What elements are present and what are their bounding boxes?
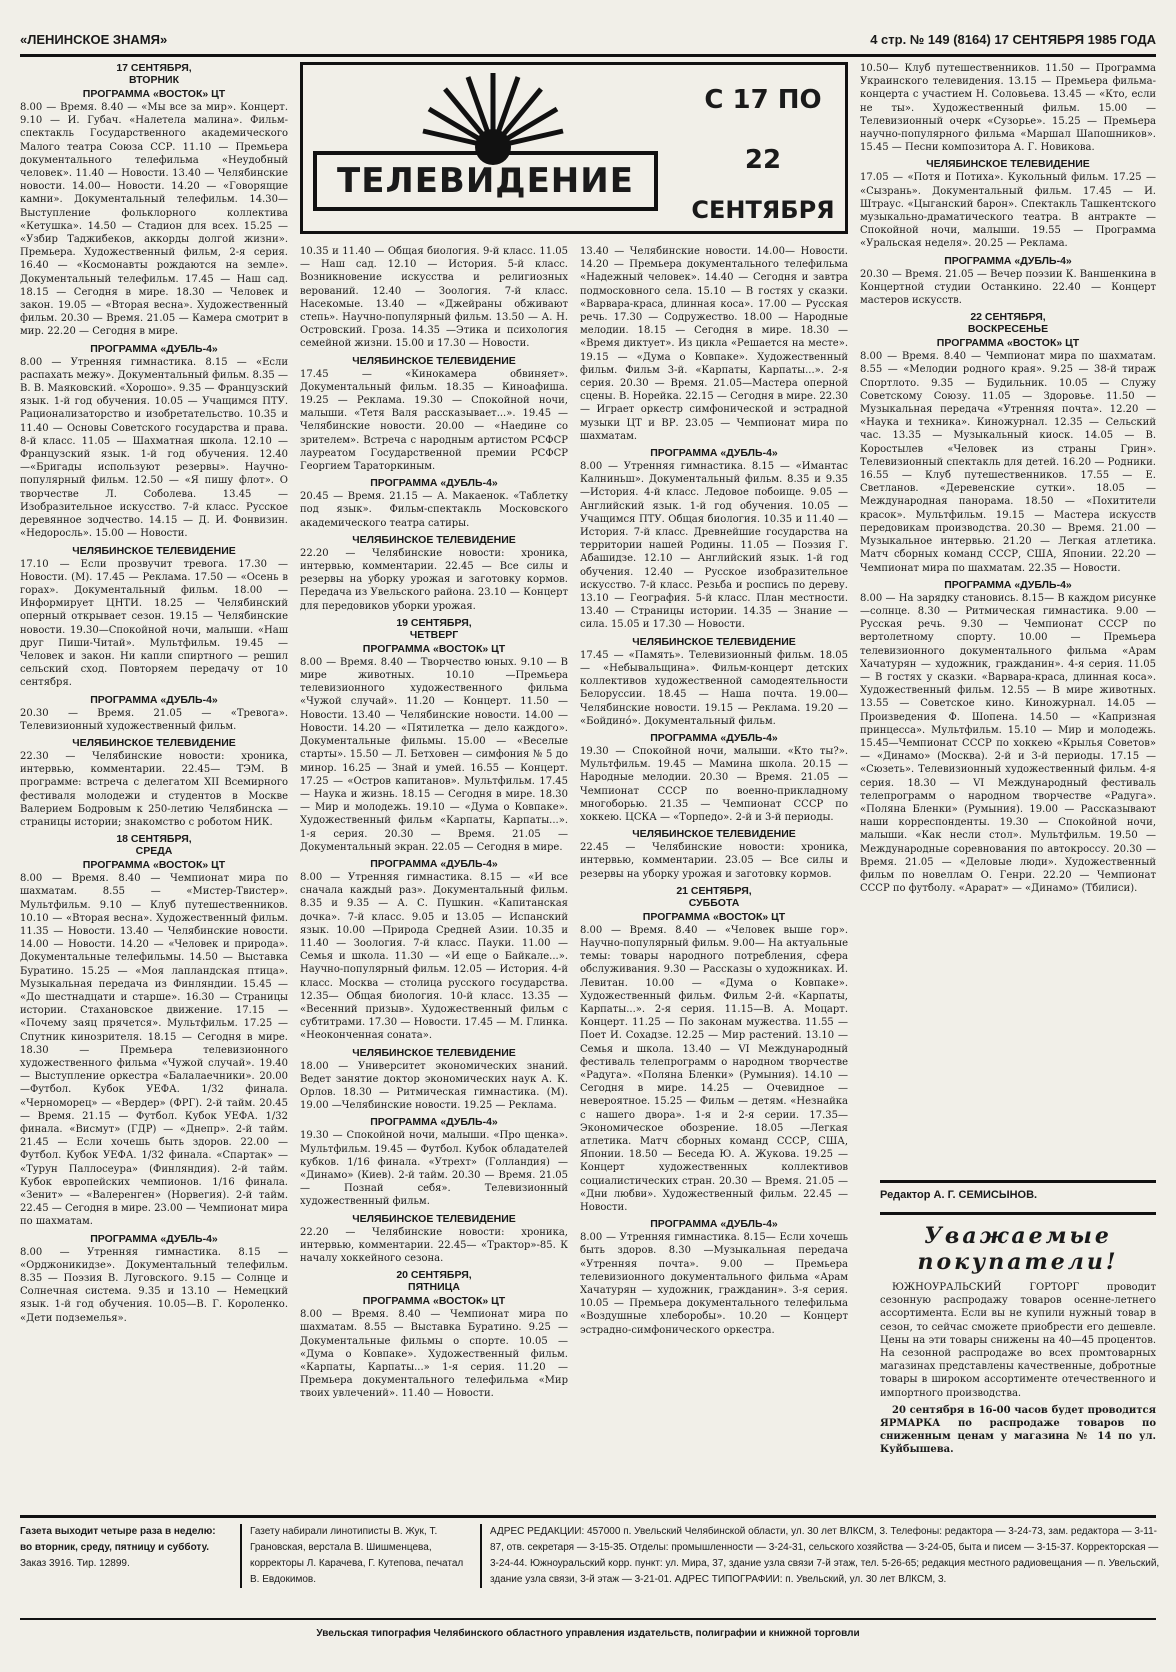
schedule-section [300,858,568,1043]
day-heading: 19 СЕНТЯБРЯ, [396,616,472,629]
program-listing: 8.00 — Утренняя гимнастика. 8.15— Если хочешь быть здоров. 8.30 —Музыкальная передача «Утренняя почта». 9.00 — Премьера телевизионного документального фильма «Арам Хачатурян — художник, гражданин». 3-я серия. 10.05 — Премьера документального телефильма «Воздушные хлеборобы». 10.20 — Концерт эстрадно-симфонического оркестра. [580,1232,848,1336]
program-listing: 8.00 — Время. 8.40 — Чемпионат мира по шахматам. 8.55 — «Мелодии родного края». 9.25 — 38-й тираж Спортлото. 9.35 — Будильник. 10.05 — Служу Советскому Союзу. 11.05 — Здоровье. 11.50 — Музыкальная передача «Утренняя почта». 12.20 — «Наука и техника». Киножурнал. 12.35 — Сельский час. 13.35 — Музыкальный киоск. 14.05 — В. Коростылев «Человек из страны Грин». Телевизионный спектакль для детей. 16.20 — Родники. 16.55 — Клуб путешественников. 17.55 — Е. Светланов. «Деревенские сутки». 18.05 — Международная панорама. 18.50 — «Похитители красок». Мультфильм. 19.15 — Мастера искусств передовикам производства. 20.30 — Время. 21.00 — Музыкальное интервью. 21.20 — Легкая атлетика. Матч сборных команд СССР, США, Японии. 22.20 — Чемпионат мира по шахматам. 22.35 — Новости. [860,351,1156,574]
schedule-section [860,311,1156,574]
schedule-section [860,158,1156,250]
sunburst-icon [423,69,563,149]
page-header [20,28,1156,57]
program-heading: ПРОГРАММА «ДУБЛЬ-4» [650,731,778,744]
program-heading: ПРОГРАММА «ДУБЛЬ-4» [370,857,498,870]
schedule-section [20,833,288,1228]
day-heading: 20 СЕНТЯБРЯ, [396,1269,472,1282]
schedule-section [300,355,568,474]
program-heading: ПРОГРАММА «ВОСТОК» ЦТ [82,859,226,872]
schedule-section [300,1213,568,1266]
weekday-heading: ЧЕТВЕРГ [409,628,459,641]
program-heading: ПРОГРАММА «ДУБЛЬ-4» [944,254,1072,267]
column-3 [580,245,848,1508]
ad-body [880,1281,1156,1457]
program-listing: 13.40 — Челябинские новости. 14.00— Новости. 14.20 — Премьера документального телефильма «Надежный человек». 14.40 — Сегодня и завтра подмосковного села. 15.10 — В гостях у сказки. «Варвара-краса, длинная коса». 17.00 — Русская речь. 17.30 — Содружество. 18.00 — Народные мелодии. 18.15 — Сегодня в мире. 18.30 — «Время диктует». Из цикла «Решается на месте». 19.15 — «Дума о Ковпаке». Художественный фильм. Фильм 3-й. «Карпаты, Карпаты...». 2-я серия. 20.30 — Время. 21.05—Мастера оперной сцены. В. Норейка. 22.15 — Сегодня в мире. 22.30 — Играет оркестр симфонической и эстрадной музыки ЦТ и ВР. 23.05 — Чемпионат мира по шахматам. [580,246,848,442]
publication-schedule [20,1524,220,1572]
schedule-section [860,62,1156,154]
schedule-section [300,1269,568,1400]
program-heading: ЧЕЛЯБИНСКОЕ ТЕЛЕВИДЕНИЕ [926,158,1090,171]
program-heading: ПРОГРАММА «ДУБЛЬ-4» [650,1218,778,1231]
program-listing: 22.45 — Челябинские новости: хроника, интервью, комментарии. 23.05 — Все силы и резервы на уборку урожая и заготовку кормов. [580,842,848,880]
schedule-section [300,534,568,613]
program-listing: 20.45 — Время. 21.15 — А. Макаенок. «Таблетку под язык». Фильм-спектакль Московского академического театра сатиры. [300,491,568,529]
schedule-section [300,1047,568,1113]
program-listing: 20.30 — Время. 21.05 — Вечер поэзии К. Ваншенкина в Концертной студии Останкино. 22.40 — Концерт мастеров искусств. [860,268,1157,307]
program-listing: 17.45 — «Кинокамера обвиняет». Документальный фильм. 18.35 — Киноафиша. 19.25 — Реклама. 19.30 — Спокойной ночи, малыши. «Тетя Валя рассказывает...». 19.45 — Челябинские новости. 20.00 — «Наедине со зрителем». Встреча с народным артистом РСФСР лауреатом Государственной премии РСФСР Георгием Тараторкиным. [300,368,568,473]
program-listing: 10.50— Клуб путешественников. 11.50 — Программа Украинского телевидения. 13.15 — Премьера фильма-концерта с участием Н. Соловьева. 13.45 — «Кто, если не ты». Художественный фильм. 15.00 — Телевизионный очерк «Сузорье». 15.25 — Премьера научно-популярного фильма «Маршал Шапошников». 15.45 — Песни композитора А. Г. Новикова. [860,63,1156,154]
ad-paragraph: 20 сентября в 16-00 часов будет проводится ЯРМАРКА по распродаже товаров по сниженным ценам у магазина № 14 по ул. Куйбышева. [880,1404,1156,1456]
program-heading: ПРОГРАММА «ВОСТОК» ЦТ [936,337,1080,350]
program-listing: 8.00 — Время. 8.40 — Чемпионат мира по шахматам. 8.55 — Выставка Буратино. 9.25 — Документальные фильмы о спорте. 10.05 — «Дума о Ковпаке». Художественный фильм. «Карпаты, Карпаты...» 1-я серия. 11.20 — Премьера документального телефильма «Мир твоих увлечений». 11.40 — Новости. [300,1309,568,1400]
editor-credit: Редактор А. Г. СЕМИСЫНОВ. [880,1180,1156,1201]
weekday-heading: СРЕДА [135,845,173,858]
program-listing: 8.00 — Утренняя гимнастика. 8.15 — «Орджоникидзе». Документальный телефильм. 8.35 — Поэзия В. Луговского. 9.15 — Солнце и Солнечная система. 9.35 и 13.10 — Немецкий язык. 1-й год обучения. 10.05—В. Г. Короленко. «Дети подземелья». [20,1246,288,1324]
schedule-section [20,62,288,339]
day-heading: 22 СЕНТЯБРЯ, [970,311,1046,324]
banner-dates-line2: СЕНТЯБРЯ [691,196,835,224]
issue-info: 4 стр. № 149 (8164) 17 СЕНТЯБРЯ 1985 ГОДА [870,32,1156,47]
imprint [20,1515,1160,1620]
program-listing: 8.00 — Утренняя гимнастика. 8.15 — «Если распахать межу». Документальный фильм. 8.35 — В. В. Маяковский. «Хорошо». 9.35 — Французский язык. 1-й год обучения. 10.05 — Учащимся ПТУ. Рационализаторство и изобретательство. 10.35 и 11.40 — Основы Советского государства и права. 8-й класс. 11.05 — Шахматная школа. 12.10 — Французский язык. 1-й год обучения. 12.40—«Бригады используют резервы». Научно-популярный фильм. 12.50 — «Я пишу флот». О творчестве Л. Соболева. 13.45 — Изобразительное искусство. 7-й класс. Русское деревянное зодчество. 14.15 — Д. И. Фонвизин. «Недоросль». 15.00 — Новости. [20,356,288,540]
program-heading: ПРОГРАММА «ДУБЛЬ-4» [650,447,778,460]
program-listing: 17.05 — «Потя и Потиха». Кукольный фильм. 17.25 — «Сызрань». Документальный фильм. 17.45 — И. Штраус. «Цыганский барон». Спектакль Ташкентского музыкально-драматического театра. В антракте — Спокойной ночи, малыши. 19.55 — Программа «Уральская неделя». 20.25 — Реклама. [860,172,1156,250]
program-listing: 20.30 — Время. 21.05 — «Тревога». Телевизионный художественный фильм. [20,707,288,732]
weekday-heading: ПЯТНИЦА [408,1281,460,1294]
order-info: Заказ 3916. Тир. 12899. [20,1558,130,1569]
program-listing: 8.00 — Время. 8.40 — «Мы все за мир». Концерт. 9.10 — И. Губач. «Налетела малина». Фильм-спектакль Государственного академического Малого театра Союза ССР. 11.10 — Премьера документального телефильма «Неудобный человек». 11.40 — Новости. 13.40 — Челябинские новости. 14.00— Новости. 14.20 — «Говорящие камни». Документальный телефильм. 14.30— Выступление фольклорного коллектива «Кетушка». 14.50 — Стадион для всех. 15.25 — «Узбир Таджибеков, аккорды долгой жизни». Премьера. Художественный фильм, 2-я серия. 16.40 — «Космонавты рождаются на земле». Документальный телефильм. 17.45 — Наш сад. 18.15 — Сегодня в мире. 18.30 — Человек и закон. 19.05 — «Вторая весна». Художественный фильм. 20.30 — Время. 21.05 — Камера смотрит в мир. 22.20 — Сегодня в мире. [20,102,288,338]
ad-title [880,1223,1156,1275]
program-listing: 22.20 — Челябинские новости: хроника, интервью, комментарии. 22.45 — Все силы и резервы на уборку урожая и заготовку кормов. Передача из Увельского района. 23.10 — Концерт для передовиков уборки урожая. [300,547,568,612]
program-heading: ЧЕЛЯБИНСКОЕ ТЕЛЕВИДЕНИЕ [352,1212,516,1225]
program-heading: ПРОГРАММА «ДУБЛЬ-4» [90,342,218,355]
program-listing: 17.10 — Если прозвучит тревога. 17.30 — Новости. (М). 17.45 — Реклама. 17.50 — «Осень в горах». Документальный фильм. 18.00 — Информирует ЦНТИ. 18.25 — Челябинский оперный открывает сезон. 19.15 — Челябинские новости. 19.30—Спокойной ночи, малыши. «Наш друг Пиши-Читай». Мультфильм. 19.45 — Человек и закон. Ни капли спиртного — решил сельский сход. Повторяем передачу от 10 сентября. [20,558,288,689]
program-heading: ЧЕЛЯБИНСКОЕ ТЕЛЕВИДЕНИЕ [72,544,236,557]
program-heading: ЧЕЛЯБИНСКОЕ ТЕЛЕВИДЕНИЕ [352,1046,516,1059]
program-heading: ПРОГРАММА «ДУБЛЬ-4» [90,1232,218,1245]
schedule-section [580,636,848,728]
schedule-section [300,617,568,854]
program-heading: ПРОГРАММА «ДУБЛЬ-4» [370,1116,498,1129]
schedule-section [20,737,288,829]
schedule-section [580,732,848,824]
schedule-section [860,255,1156,308]
program-heading: ЧЕЛЯБИНСКОЕ ТЕЛЕВИДЕНИЕ [632,828,796,841]
program-heading: ЧЕЛЯБИНСКОЕ ТЕЛЕВИДЕНИЕ [352,354,516,367]
schedule-section [300,245,568,351]
schedule-section [20,1233,288,1325]
program-listing: 8.00 — На зарядку становись. 8.15— В каждом рисунке—солнце. 8.30 — Ритмическая гимнастика. 9.00 — Русская речь. 9.30 — Чемпионат СССР по вертолетному спорту. 10.00 — Премьера телевизионного документального фильма «Арам Хачатурян — художник, гражданин». 4-я серия. 11.05 — В гостях у сказки. «Варвара-краса, длинная коса». Художественный фильм. 12.55 — В мире животных. 13.55 — Советское кино. Киножурнал. 14.05 — Произведения Ф. Шопена. 14.50 — «Капризная принцесса». Мультфильм. 15.10 — Мир и молодежь. 15.45—Чемпионат СССР по хоккею «Крылья Советов» — «Динамо» (Москва). 2-й и 3-й периоды. 17.15 — «Сюзеть». Телевизионный художественный фильм. 4-я серия. 18.30 — VI Международный фестиваль телепрограмм о народном творчестве «Радуга». «Поляна Бленки» (Румыния). 19.00 — Рассказывают наши корреспонденты. 19.30 — Спокойной ночи, малыши. «Как несли стол». Мультфильм. 19.50 — Международные соревнования по автокроссу. 20.30 — Время. 21.05 — «Деловые люди». Художественный фильм по новеллам О. Генри. 22.20 — Чемпионат СССР по футболу. «Арарат» — «Динамо» (Тбилиси). [860,592,1156,895]
program-heading: ПРОГРАММА «ДУБЛЬ-4» [90,693,218,706]
column-2 [300,245,568,1508]
weekday-heading: ВТОРНИК [128,74,180,86]
program-listing: 18.00 — Университет экономических знаний. Ведет занятие доктор экономических наук А. К. Орлов. 18.30 — Ритмическая гимнастика. (М). 19.00 —Челябинские новости. 19.25 — Реклама. [300,1060,568,1112]
schedule-section [20,343,288,541]
column-4 [860,62,1157,895]
editorial-address: АДРЕС РЕДАКЦИИ: 457000 п. Увельский Челябинской области, ул. 30 лет ВЛКСМ, 3. Телефоны: редактора — 3-24-73, зам. редактора — 3-11-87, отв. секретаря — 3-15-35. Отделы: промышленности — 3-24-31, сельского хозяйства — 3-24-05, быта и писем — 3-15-37. Корректорская — 3-24-44. Южноуральский корр. пункт: ул. Мира, 37, здание узла связи 7-й этаж, тел. 5-26-65; редакция местного радиовещания — п. Увельский, здание узла связи, 3-й этаж — 3-21-01. АДРЕС ТИПОГРАФИИ: п. Увельский, ул. 30 лет ВЛКСМ, 3. [480,1524,1166,1588]
day-heading: 21 СЕНТЯБРЯ, [676,884,752,897]
schedule-section [580,828,848,881]
ad-title-line2: покупатели! [917,1249,1119,1275]
schedule-section [20,694,288,733]
program-heading: ПРОГРАММА «ВОСТОК» ЦТ [642,910,786,923]
column-1 [20,62,288,1508]
program-listing: 19.30 — Спокойной ночи, малыши. «Про щенка». Мультфильм. 19.45 — Футбол. Кубок обладателей кубков. 1/16 финала. «Утрехт» (Голландия) — «Динамо» (Киев). 2-й тайм. 20.30 — Время. 21.05 — Познай себя». Телевизионный художественный фильм. [300,1130,568,1208]
program-heading: ПРОГРАММА «ДУБЛЬ-4» [944,578,1072,591]
newspaper-name: «ЛЕНИНСКОЕ ЗНАМЯ» [20,32,168,47]
program-heading: ЧЕЛЯБИНСКОЕ ТЕЛЕВИДЕНИЕ [352,533,516,546]
program-listing: 10.35 и 11.40 — Общая биология. 9-й класс. 11.05 — Наш сад. 12.10 — История. 5-й класс. Возникновение искусства и религиозных верований. 12.40 — Зоология. 7-й класс. Насекомые. 13.40 — «Джейраны обживают степь». Научно-популярный фильм. 13.50 — А. Н. Островский. Гроза. 14.35 —Этика и психология семейной жизни. 15.00 и 17.30 — Новости. [300,246,568,350]
program-heading: ПРОГРАММА «ВОСТОК» ЦТ [82,88,226,100]
program-heading: ЧЕЛЯБИНСКОЕ ТЕЛЕВИДЕНИЕ [72,736,236,749]
weekday-heading: ВОСКРЕСЕНЬЕ [967,323,1049,336]
schedule-section [580,447,848,632]
program-listing: 8.00 — Время. 8.40 — «Человек выше гор». Научно-популярный фильм. 9.00— На актуальные темы: товары народного потребления, сфера обслуживания. 9.30 — Рассказы о художниках. И. Левитан. 10.00 — «Дума о Ковпаке». Художественный фильм. Фильм 2-й. «Карпаты, Карпаты...». 2-я серия. 11.15—В. А. Моцарт. Концерт. 11.25 — По законам мужества. 11.55 — Поет И. Сохадзе. 12.25 — Мир растений. 13.10 — Семья и школа. 13.40 — VI Международный фестиваль телепрограмм о народном творчестве «Радуга». «Поляна Бленки» (Румыния). 14.10 — Сегодня в мире. 14.25 — Очевидное — невероятное. 15.25 — Фильм — детям. «Незнайка с нашего двора». 1-я и 2-я серии. 17.35— Экономическое обозрение. 18.05 —Легкая атлетика. Матч сборных команд СССР, США, Японии. 18.50 — Беседа Ю. А. Жукова. 19.25 — Концерт художественных коллективов социалистических стран. 20.30 — Время. 21.05 — «Дни любви». Художественный фильм. 22.45 — Новости. [580,924,848,1213]
banner-title: ТЕЛЕВИДЕНИЕ [313,151,658,211]
program-heading: ПРОГРАММА «ВОСТОК» ЦТ [362,642,506,655]
banner-dates-line1: С 17 ПО 22 [704,85,822,175]
print-house: Увельская типография Челябинского областного управления издательств, полиграфии и книжной торговли [316,1628,860,1639]
schedule-section [580,245,848,443]
program-listing: 19.30 — Спокойной ночи, малыши. «Кто ты?». Мультфильм. 19.45 — Мамина школа. 20.15 — Народные мелодии. 20.30 — Время. 21.05 — Чемпионат СССР по военно-прикладному многоборью. 21.35 — Чемпионат СССР по хоккею. ЦСКА — «Торпедо». 2-й и 3-й периоды. [580,745,848,823]
banner-dates [683,70,843,230]
program-listing: 22.30 — Челябинские новости: хроника, интервью, комментарии. 22.45— ТЭМ. В программе: встреча с делегатом XII Всемирного фестиваля молодежи и студентов в Москве Валерием Бодровым к 250-летию Челябинска — страницы истории; знакомство с роботом НИК. [20,750,288,828]
schedule-section [300,1116,568,1208]
program-listing: 17.45 — «Память». Телевизионный фильм. 18.05 — «Небывальщина». Фильм-концерт детских коллективов художественной самодеятельности Белоруссии. 18.45 — Наша почта. 19.00— Челябинские новости. 19.15 — Реклама. 19.20 — «Бойдинó». Документальный фильм. [580,649,848,727]
schedule-section [300,477,568,530]
schedule-section [20,545,288,690]
typesetters-credit: Газету набирали линотиписты В. Жук, Т. Грановская, верстала В. Шишменцева, корректоры Л. Карачева, Г. Кутепова, печатал В. Евдокимов. [240,1524,470,1588]
schedule-section [580,1218,848,1337]
schedule-section [860,579,1156,896]
ad-paragraph: ЮЖНОУРАЛЬСКИЙ ГОРТОРГ проводит сезонную распродажу товаров осенне-летнего ассортимента. Если вы не купили нужный товар в сезон, то сейчас сможете приобрести его дешевле. Цены на эти товары снижены на 40—45 процентов. На сезонной распродаже во всех промтоварных магазинах представлены качественные, добротные товары в широком ассортименте отечественного и импортного производства. [880,1282,1156,1399]
tv-banner [300,62,848,234]
ad-title-line1: Уважаемые [924,1223,1112,1249]
schedule-text: Газета выходит четыре раза в неделю: во вторник, среду, пятницу и субботу. [20,1526,216,1553]
schedule-section [580,885,848,1214]
program-listing: 8.00 — Время. 8.40 — Творчество юных. 9.10 — В мире животных. 10.10 —Премьера телевизионного художественного фильма «Чужой случай». 11.20 — Концерт. 11.50 — Новости. 13.40 — Челябинские новости. 14.00 — Новости. 14.20 — «Пятилетка — дело каждого». Документальные фильмы. 15.00 — «Веселые старты». 15.50 — Л. Бетховен — симфония № 5 до минор. 16.25 — Знай и умей. 16.55 — Концерт. 17.25 — «Остров капитанов». Мультфильм. 17.45 — Наука и жизнь. 18.15 — Сегодня в мире. 18.30 — Мир и молодежь. 19.10 — «Дума о Ковпаке». Художественный фильм «Карпаты, Карпаты...». 1-я серия. 20.30 — Время. 21.05 — Документальный экран. 22.05 — Сегодня в мире. [300,656,568,853]
program-heading: ЧЕЛЯБИНСКОЕ ТЕЛЕВИДЕНИЕ [632,635,796,648]
program-listing: 8.00 — Утренняя гимнастика. 8.15 — «Имантас Калниньш». Документальный фильм. 8.35 и 9.35—История. 4-й класс. Ледовое побоище. 9.05 — Английский язык. 1-й год обучения. 10.05 — Учащимся ПТУ. Общая биология. 10.35 и 11.40 — История. 7-й класс. Древнейшие государства на территории нашей Родины. 11.05 — Поэзия Г. Абашидзе. 12.10 — Английский язык. 1-й год обучения. 12.40 — Русское изобразительное искусство. 7-й класс. Резьба и роспись по дереву. 13.10 — География. 5-й класс. План местности. 13.40 — Страницы истории. 14.35 — Знание — сила. 15.05 и 17.30 — Новости. [580,461,848,631]
program-listing: 22.20 — Челябинские новости: хроника, интервью, комментарии. 22.45— «Трактор»-85. К началу хоккейного сезона. [300,1226,568,1264]
day-heading: 17 СЕНТЯБРЯ, [116,62,192,74]
program-listing: 8.00 — Время. 8.40 — Чемпионат мира по шахматам. 8.55 — «Мистер-Твистер». Мультфильм. 9.10 — Клуб путешественников. 10.10 — «Вторая весна». Художественный фильм. 11.35 — Новости. 13.40 — Челябинские новости. 14.00 — Новости. 14.20 — «Человек и природа». Документальные телефильмы. 14.50 — Выставка Буратино. 15.25 — «Моя лапландская птица». Музыкальная передача из Финляндии. 15.45 — «До шестнадцати и старше». 16.30 — Страницы истории. Стахановское движение. 17.15 — «Почему заяц прячется». Мультфильм. 17.25 — Спутник кинозрителя. 18.15 — Сегодня в мире. 18.30 — Премьера телевизионного художественного фильма «Чужой случай». 19.40 — Выступление оркестра «Балалаечники». 20.00—Футбол. Кубок УЕФА. 1/32 финала. «Черноморец» — «Вердер» (ФРГ). 2-й тайм. 20.45 — Время. 21.15 — Футбол. Кубок УЕФА. 1/32 финала. «Висмут» (ГДР) — «Днепр». 2-й тайм. 21.45 — Если хочешь быть здоров. 22.00 — Футбол. Кубок УЕФА. 1/32 финала. «Спартак» — «Турун Паллосеура» (Финляндия). 2-й тайм. Кубок европейских чемпионов. 1/16 финала. «Зенит» — «Валеренген» (Норвегия). 2-й тайм. 22.45 — Сегодня в мире. 23.00 — Чемпионат мира по шахматам. [20,873,288,1228]
weekday-heading: СУББОТА [688,896,740,909]
program-listing: 8.00 — Утренняя гимнастика. 8.15 — «И все сначала каждый раз». Документальный фильм. 8.35 и 9.35 — А. С. Пушкин. «Капитанская дочка». 7-й класс. 9.05 и 13.05 — Испанский язык. 10.00 —Природа Средней Азии. 10.35 и 11.40 — Зоология. 7-й класс. Пауки. 11.00 — Семья и школа. 11.30 — «И еще о Байкале...». Научно-популярный фильм. 12.05 — История. 4-й класс. Москва — столица русского государства. 12.35— Общая биология. 10-й класс. 13.35 — «Весенний призыв». Художественный фильм с субтитрами. 17.30 — Новости. 17.45 — М. Глинка. «Неоконченная соната». [300,871,568,1042]
advertisement [880,1212,1156,1511]
program-heading: ПРОГРАММА «ВОСТОК» ЦТ [362,1295,506,1308]
program-heading: ПРОГРАММА «ДУБЛЬ-4» [370,477,498,490]
day-heading: 18 СЕНТЯБРЯ, [116,833,192,846]
